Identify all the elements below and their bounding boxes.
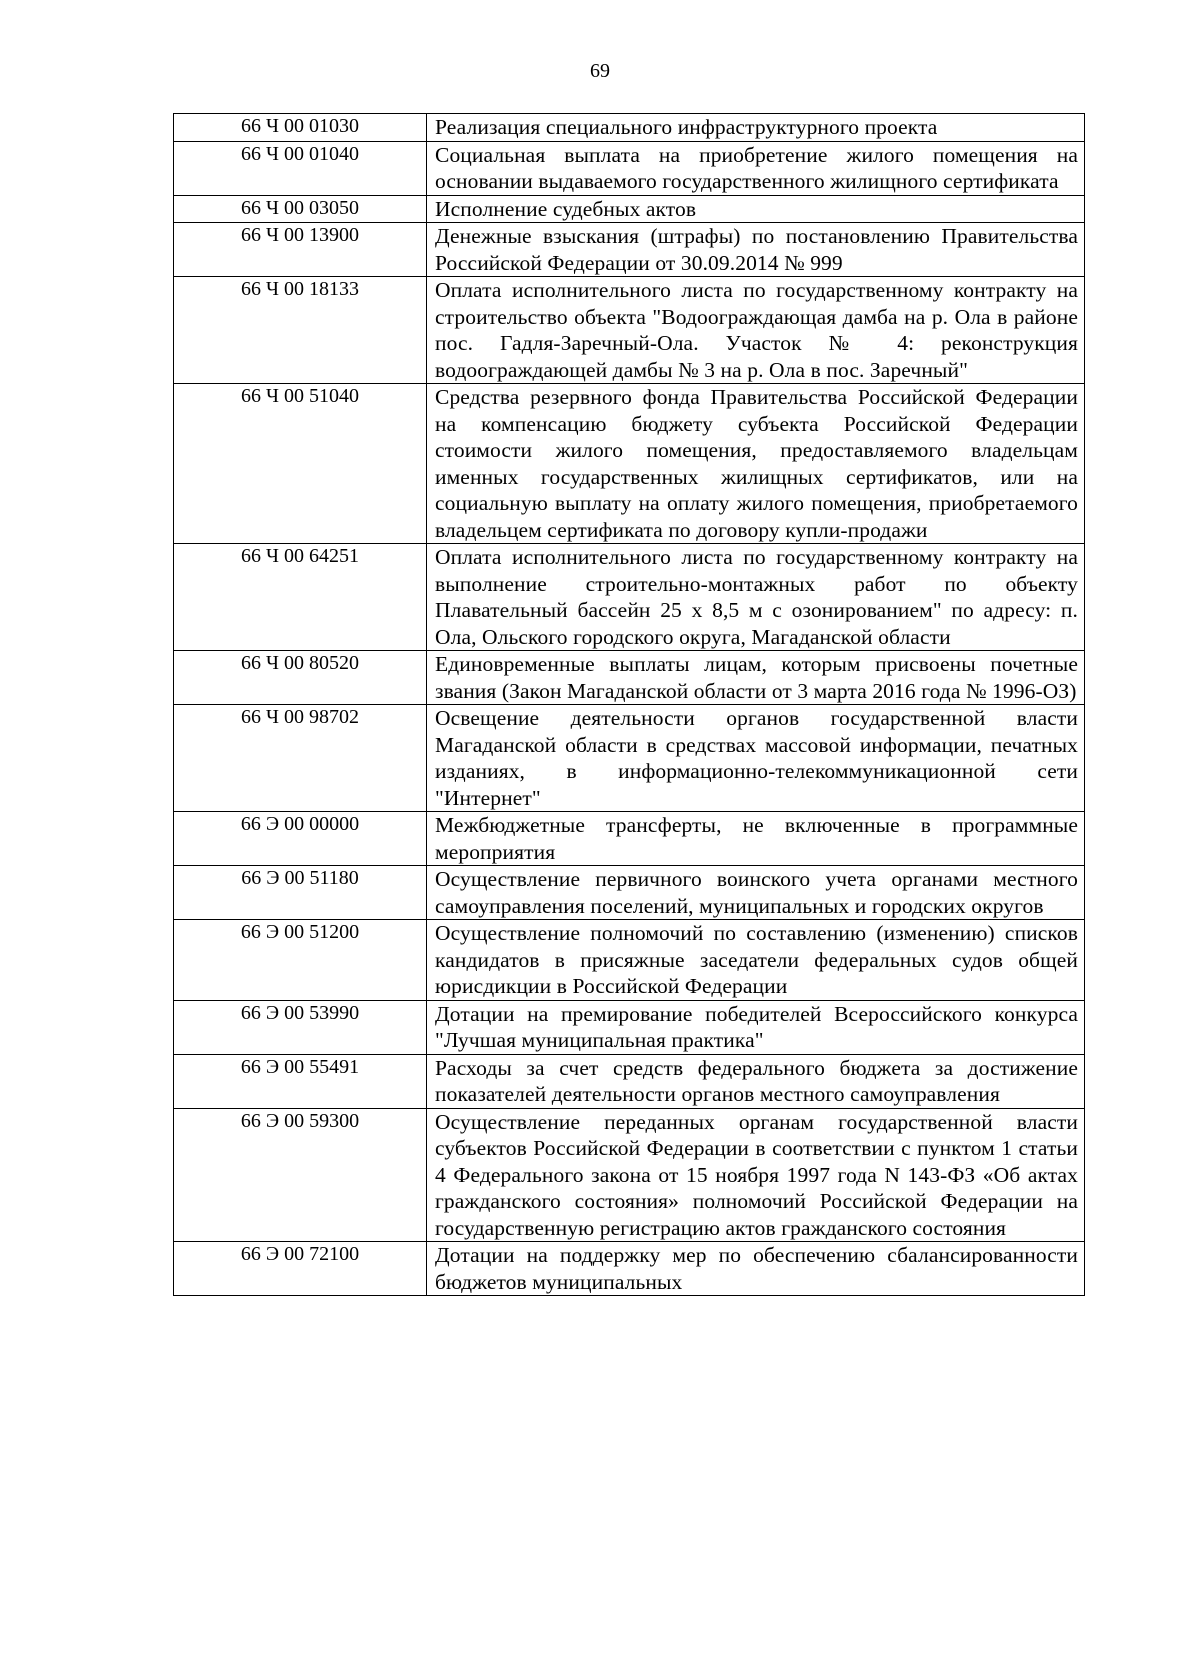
table-row (174, 277, 1085, 384)
table-row (174, 1000, 1085, 1054)
row-description: Расходы за счет средств федерального бюджета за достижение показателей деятельности органов местного самоуправления (427, 1054, 1085, 1108)
table-row (174, 544, 1085, 651)
row-code: 66 Ч 00 64251 (174, 544, 427, 651)
row-code: 66 Ч 00 01040 (174, 141, 427, 195)
table-row (174, 812, 1085, 866)
row-code: 66 Э 00 59300 (174, 1108, 427, 1242)
row-code: 66 Ч 00 51040 (174, 384, 427, 544)
row-code: 66 Э 00 53990 (174, 1000, 427, 1054)
row-description: Исполнение судебных актов (427, 195, 1085, 223)
row-description: Денежные взыскания (штрафы) по постановлению Правительства Российской Федерации от 30.09.2014 № 999 (427, 223, 1085, 277)
budget-codes-table (173, 113, 1085, 1296)
table-row (174, 223, 1085, 277)
row-description: Осуществление переданных органам государственной власти субъектов Российской Федерации в соответствии с пунктом 1 статьи 4 Федерального закона от 15 ноября 1997 года N 143-ФЗ «Об актах гражданского состояния» полномочий Российской Федерации на государственную регистрацию актов гражданского состояния (427, 1108, 1085, 1242)
table-row (174, 920, 1085, 1001)
row-description: Оплата исполнительного листа по государственному контракту на строительство объекта "Водоограждающая дамба на р. Ола в районе пос. Гадля-Заречный-Ола. Участок № 4: реконструкция водоограждающей дамбы № 3 на р. Ола в пос. Заречный" (427, 277, 1085, 384)
row-description: Освещение деятельности органов государственной власти Магаданской области в средствах массовой информации, печатных изданиях, в информационно-телекоммуникационной сети "Интернет" (427, 705, 1085, 812)
table-row (174, 384, 1085, 544)
row-code: 66 Ч 00 01030 (174, 114, 427, 142)
row-description: Межбюджетные трансферты, не включенные в программные мероприятия (427, 812, 1085, 866)
row-code: 66 Э 00 51180 (174, 866, 427, 920)
row-description: Реализация специального инфраструктурного проекта (427, 114, 1085, 142)
table-body (174, 114, 1085, 1296)
table-row (174, 195, 1085, 223)
row-code: 66 Ч 00 03050 (174, 195, 427, 223)
row-code: 66 Ч 00 18133 (174, 277, 427, 384)
row-description: Единовременные выплаты лицам, которым присвоены почетные звания (Закон Магаданской области от 3 марта 2016 года № 1996-ОЗ) (427, 651, 1085, 705)
table-row (174, 705, 1085, 812)
row-code: 66 Ч 00 98702 (174, 705, 427, 812)
row-code: 66 Э 00 51200 (174, 920, 427, 1001)
table-row (174, 1054, 1085, 1108)
row-code: 66 Э 00 72100 (174, 1242, 427, 1296)
row-description: Дотации на поддержку мер по обеспечению сбалансированности бюджетов муниципальных (427, 1242, 1085, 1296)
row-description: Оплата исполнительного листа по государственному контракту на выполнение строительно-монтажных работ по объекту Плавательный бассейн 25 х 8,5 м с озонированием" по адресу: п. Ола, Ольского городского округа, Магаданской области (427, 544, 1085, 651)
row-description: Осуществление полномочий по составлению (изменению) списков кандидатов в присяжные заседатели федеральных судов общей юрисдикции в Российской Федерации (427, 920, 1085, 1001)
page-number: 69 (590, 60, 610, 82)
row-code: 66 Э 00 55491 (174, 1054, 427, 1108)
row-description: Осуществление первичного воинского учета органами местного самоуправления поселений, муниципальных и городских округов (427, 866, 1085, 920)
row-description: Средства резервного фонда Правительства Российской Федерации на компенсацию бюджету субъекта Российской Федерации стоимости жилого помещения, предоставляемого владельцам именных государственных жилищных сертификатов, или на социальную выплату на оплату жилого помещения, приобретаемого владельцем сертификата по договору купли-продажи (427, 384, 1085, 544)
table-row (174, 866, 1085, 920)
row-description: Дотации на премирование победителей Всероссийского конкурса "Лучшая муниципальная практика" (427, 1000, 1085, 1054)
table-row (174, 651, 1085, 705)
table-row (174, 114, 1085, 142)
row-code: 66 Э 00 00000 (174, 812, 427, 866)
row-code: 66 Ч 00 13900 (174, 223, 427, 277)
table-row (174, 1242, 1085, 1296)
table-row (174, 1108, 1085, 1242)
row-description: Социальная выплата на приобретение жилого помещения на основании выдаваемого государственного жилищного сертификата (427, 141, 1085, 195)
row-code: 66 Ч 00 80520 (174, 651, 427, 705)
table-row (174, 141, 1085, 195)
